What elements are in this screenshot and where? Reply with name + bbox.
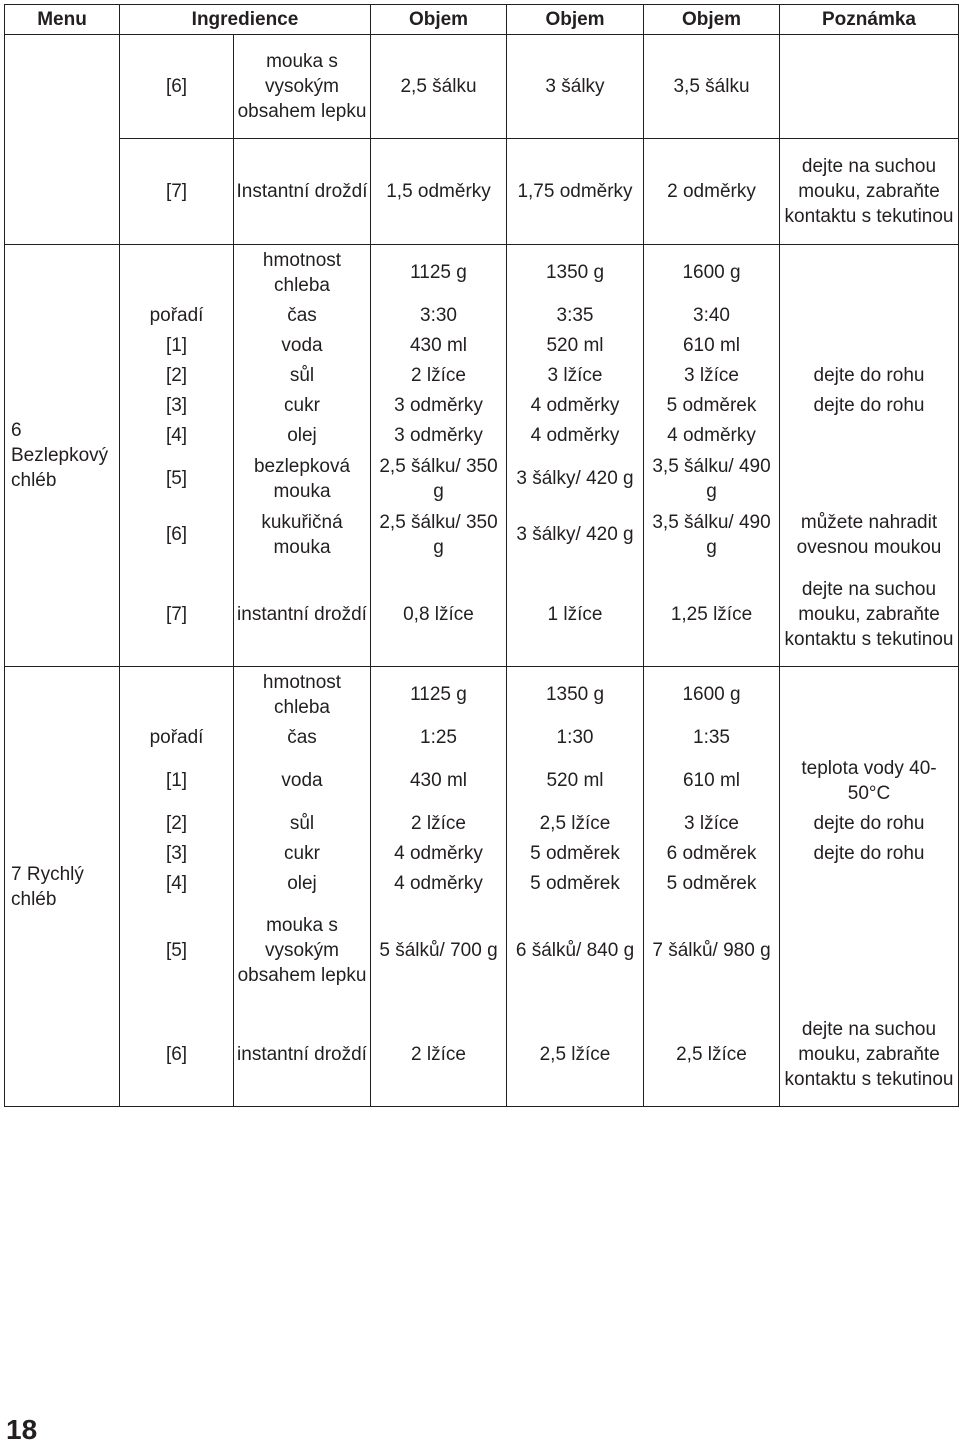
header-ingredient: Ingredience	[120, 5, 371, 35]
volume-3-cell: 610 ml	[644, 331, 780, 361]
ingredient-cell: kukuřičná mouka	[234, 507, 371, 563]
ingredient-cell: instantní droždí	[234, 563, 371, 667]
table-row	[5, 421, 959, 451]
weight-label: hmotnost chleba	[234, 245, 371, 301]
ingredient-cell: sůl	[234, 361, 371, 391]
note-cell: dejte do rohu	[780, 839, 959, 869]
volume-3-cell: 4 odměrky	[644, 421, 780, 451]
order-label: pořadí	[120, 301, 234, 331]
volume-3-cell: 5 odměrek	[644, 869, 780, 899]
step-cell: [6]	[120, 507, 234, 563]
weight-3: 1600 g	[644, 245, 780, 301]
volume-3-cell: 2,5 lžíce	[644, 1003, 780, 1107]
header-volume-2: Objem	[507, 5, 644, 35]
time-3: 1:35	[644, 723, 780, 753]
weight-3: 1600 g	[644, 667, 780, 723]
table-row	[5, 899, 959, 1003]
ingredient-cell: cukr	[234, 391, 371, 421]
time-row	[5, 301, 959, 331]
weight-row	[5, 667, 959, 723]
table-row	[5, 451, 959, 507]
volume-2-cell: 3 šálky/ 420 g	[507, 507, 644, 563]
ingredient-cell: olej	[234, 421, 371, 451]
step-cell	[120, 667, 234, 723]
time-1: 1:25	[371, 723, 507, 753]
header-menu: Menu	[5, 5, 120, 35]
volume-1-cell: 5 šálků/ 700 g	[371, 899, 507, 1003]
table-row	[5, 809, 959, 839]
table-row	[5, 869, 959, 899]
header-volume-1: Objem	[371, 5, 507, 35]
volume-2-cell: 3 lžíce	[507, 361, 644, 391]
weight-2: 1350 g	[507, 245, 644, 301]
note-cell: můžete nahradit ovesnou moukou	[780, 507, 959, 563]
note-cell	[780, 301, 959, 331]
step-cell: [2]	[120, 809, 234, 839]
header-volume-3: Objem	[644, 5, 780, 35]
step-cell: [5]	[120, 451, 234, 507]
menu-cell-continued	[5, 35, 120, 245]
volume-2-cell: 3 šálky/ 420 g	[507, 451, 644, 507]
volume-3-cell: 610 ml	[644, 753, 780, 809]
volume-1-cell: 430 ml	[371, 753, 507, 809]
time-label: čas	[234, 723, 371, 753]
volume-1-cell: 2 lžíce	[371, 1003, 507, 1107]
note-cell: dejte do rohu	[780, 391, 959, 421]
table-row	[5, 563, 959, 667]
time-1: 3:30	[371, 301, 507, 331]
volume-2-cell: 6 šálků/ 840 g	[507, 899, 644, 1003]
volume-1-cell: 3 odměrky	[371, 391, 507, 421]
weight-1: 1125 g	[371, 245, 507, 301]
ingredient-cell: voda	[234, 753, 371, 809]
step-cell: [3]	[120, 391, 234, 421]
time-row	[5, 723, 959, 753]
time-3: 3:40	[644, 301, 780, 331]
ingredient-cell: sůl	[234, 809, 371, 839]
ingredient-cell: olej	[234, 869, 371, 899]
volume-3-cell: 2 odměrky	[644, 139, 780, 245]
volume-2-cell: 4 odměrky	[507, 421, 644, 451]
time-2: 1:30	[507, 723, 644, 753]
volume-3-cell: 5 odměrek	[644, 391, 780, 421]
volume-3-cell: 3,5 šálku	[644, 35, 780, 139]
table-row	[5, 139, 959, 245]
ingredient-cell: voda	[234, 331, 371, 361]
step-cell: [2]	[120, 361, 234, 391]
volume-2-cell: 2,5 lžíce	[507, 809, 644, 839]
time-label: čas	[234, 301, 371, 331]
note-cell: dejte do rohu	[780, 809, 959, 839]
table-row	[5, 507, 959, 563]
volume-2-cell: 520 ml	[507, 331, 644, 361]
volume-2-cell: 520 ml	[507, 753, 644, 809]
table-row	[5, 753, 959, 809]
note-cell: dejte na suchou mouku, zabraňte kontaktu s tekutinou	[780, 563, 959, 667]
volume-2-cell: 5 odměrek	[507, 839, 644, 869]
recipe-table	[4, 4, 959, 1107]
step-cell: [1]	[120, 331, 234, 361]
weight-label: hmotnost chleba	[234, 667, 371, 723]
volume-1-cell: 2 lžíce	[371, 809, 507, 839]
volume-2-cell: 1,75 odměrky	[507, 139, 644, 245]
step-cell: [5]	[120, 899, 234, 1003]
table-row	[5, 1003, 959, 1107]
volume-2-cell: 1 lžíce	[507, 563, 644, 667]
note-cell: dejte do rohu	[780, 361, 959, 391]
note-cell	[780, 869, 959, 899]
menu-cell: 6 Bezlepkový chléb	[5, 245, 120, 667]
volume-1-cell: 430 ml	[371, 331, 507, 361]
step-cell: [6]	[120, 35, 234, 139]
note-cell: dejte na suchou mouku, zabraňte kontaktu s tekutinou	[780, 1003, 959, 1107]
volume-1-cell: 0,8 lžíce	[371, 563, 507, 667]
volume-3-cell: 1,25 lžíce	[644, 563, 780, 667]
step-cell	[120, 245, 234, 301]
ingredient-cell: bezlepková mouka	[234, 451, 371, 507]
ingredient-cell: Instantní droždí	[234, 139, 371, 245]
volume-1-cell: 1,5 odměrky	[371, 139, 507, 245]
volume-1-cell: 4 odměrky	[371, 869, 507, 899]
volume-1-cell: 3 odměrky	[371, 421, 507, 451]
note-cell	[780, 331, 959, 361]
volume-3-cell: 7 šálků/ 980 g	[644, 899, 780, 1003]
weight-1: 1125 g	[371, 667, 507, 723]
time-2: 3:35	[507, 301, 644, 331]
step-cell: [6]	[120, 1003, 234, 1107]
volume-1-cell: 2 lžíce	[371, 361, 507, 391]
ingredient-cell: mouka s vysokým obsahem lepku	[234, 899, 371, 1003]
table-row	[5, 839, 959, 869]
header-row	[5, 5, 959, 35]
table-row	[5, 35, 959, 139]
note-cell: teplota vody 40-50°C	[780, 753, 959, 809]
volume-2-cell: 3 šálky	[507, 35, 644, 139]
step-cell: [3]	[120, 839, 234, 869]
volume-3-cell: 3 lžíce	[644, 809, 780, 839]
volume-3-cell: 3,5 šálku/ 490 g	[644, 507, 780, 563]
ingredient-cell: instantní droždí	[234, 1003, 371, 1107]
step-cell: [1]	[120, 753, 234, 809]
note-cell	[780, 245, 959, 301]
volume-2-cell: 5 odměrek	[507, 869, 644, 899]
step-cell: [4]	[120, 869, 234, 899]
note-cell	[780, 667, 959, 723]
note-cell: dejte na suchou mouku, zabraňte kontaktu s tekutinou	[780, 139, 959, 245]
volume-1-cell: 2,5 šálku	[371, 35, 507, 139]
step-cell: [7]	[120, 139, 234, 245]
volume-3-cell: 3,5 šálku/ 490 g	[644, 451, 780, 507]
weight-2: 1350 g	[507, 667, 644, 723]
weight-row	[5, 245, 959, 301]
volume-3-cell: 6 odměrek	[644, 839, 780, 869]
table-row	[5, 391, 959, 421]
page-number: 18	[6, 1414, 38, 1445]
step-cell: [7]	[120, 563, 234, 667]
table-row	[5, 361, 959, 391]
note-cell	[780, 451, 959, 507]
volume-2-cell: 2,5 lžíce	[507, 1003, 644, 1107]
volume-2-cell: 4 odměrky	[507, 391, 644, 421]
volume-1-cell: 4 odměrky	[371, 839, 507, 869]
ingredient-cell: cukr	[234, 839, 371, 869]
table-row	[5, 331, 959, 361]
note-cell	[780, 421, 959, 451]
order-label: pořadí	[120, 723, 234, 753]
step-cell: [4]	[120, 421, 234, 451]
ingredient-cell: mouka s vysokým obsahem lepku	[234, 35, 371, 139]
menu-cell: 7 Rychlý chléb	[5, 667, 120, 1107]
note-cell	[780, 899, 959, 1003]
volume-1-cell: 2,5 šálku/ 350 g	[371, 451, 507, 507]
header-note: Poznámka	[780, 5, 959, 35]
note-cell	[780, 723, 959, 753]
volume-1-cell: 2,5 šálku/ 350 g	[371, 507, 507, 563]
note-cell	[780, 35, 959, 139]
volume-3-cell: 3 lžíce	[644, 361, 780, 391]
